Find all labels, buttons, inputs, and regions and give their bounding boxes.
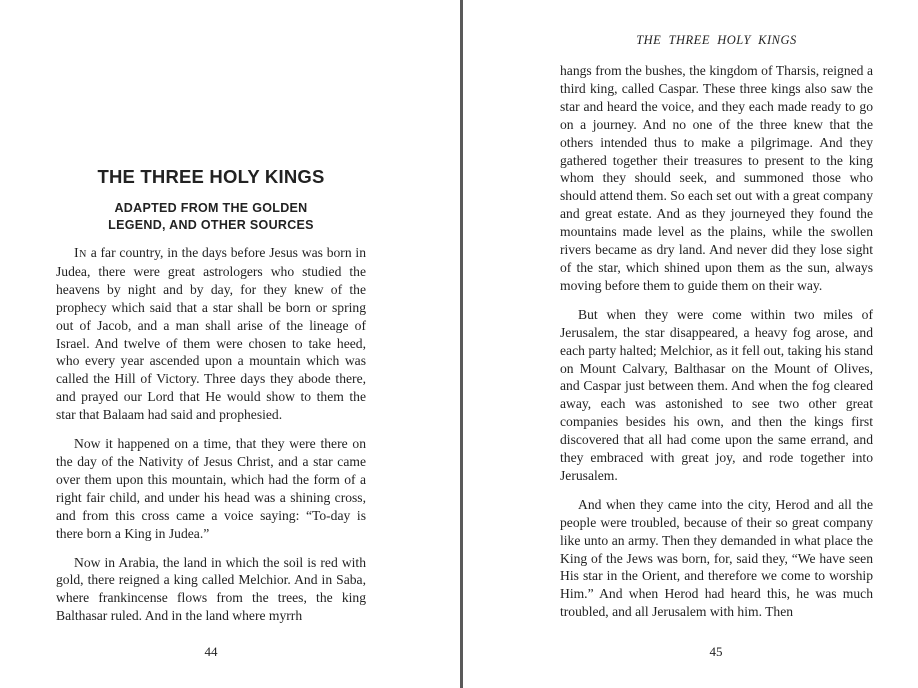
opening-small-caps: In — [74, 246, 87, 261]
right-page — [463, 0, 918, 688]
page-number: 44 — [204, 644, 218, 659]
right-body-text — [560, 62, 873, 632]
paragraph: Now it happened on a time, that they were there on the day of the Nativity of Jesus Christ, and a star came over them upon this mountain, which had the form of a right fair child, and under his head was a shining cross, and from this cross came a voice saying: “To-day is there born a King in Judea.” — [56, 436, 366, 541]
page-number: 45 — [709, 644, 723, 659]
paragraph: Now in Arabia, the land in which the soil is red with gold, there reigned a king called Melchior. And in Saba, where frankincense flows from the trees, the king Balthasar ruled. And in the land where myrrh — [56, 554, 366, 624]
subtitle-line-2: LEGEND, AND OTHER SOURCES — [108, 218, 314, 232]
paragraph: But when they were come within two miles of Jerusalem, the star disappeared, a heavy fog arose, and each party halted; Melchior, as it fell out, taking his stand on Mount Calvary, Balthasar on the Mount of Olives, and Caspar just between them. And when the fog cleared away, each was astonished to see two other great companies besides his own, and then the kings first discovered that all had come upon the same errand, and they embraced with great joy, and rode together into Jerusalem. — [560, 306, 873, 483]
subtitle-line-1: ADAPTED FROM THE GOLDEN — [114, 201, 308, 215]
paragraph: And when they came into the city, Herod and all the people were troubled, because of their so great company like unto an army. Then they demanded in what place the King of the Jews was born, for, said they, “We have seen His star in the Orient, and therefore we come to worship Him.” And when Herod had heard this, he was much troubled, and all Jerusalem with him. Then — [560, 496, 873, 620]
running-head: THE THREE HOLY KINGS — [636, 33, 797, 47]
chapter-title: THE THREE HOLY KINGS — [97, 166, 325, 187]
left-body-text — [56, 244, 366, 636]
paragraph — [56, 244, 366, 424]
paragraph: hangs from the bushes, the kingdom of Tharsis, reigned a third king, called Caspar. These three kings also saw the star and heard the voice, and they each made ready to go on a journey. And no one of the three knew that the others intended thus to make a pilgrimage. And they gathered together their treasures to present to the king whom they should seek, and summoned those who should attend them. So each set out with a great company and great estate. And as they journeyed they found the mountains made level as the plains, while the swollen rivers became as dry land. And never did they lose sight of the star, which shined upon them as the sun, always moving before them to guide them on their way. — [560, 63, 873, 293]
chapter-subtitle — [56, 200, 366, 234]
paragraph-text: a far country, in the days before Jesus was born in Judea, there were great astrologers who studied the heavens by night and by day, for they knew of the prophecy which said that a star shall be born or spring out of Jacob, and a man shall arise of the lineage of Israel. And twelve of them were chosen to take heed, who every year ascended upon a mountain which was called the Hill of Victory. Three days they abode there, and prayed our Lord that He would show to them the star that Balaam had said and prophesied. — [56, 245, 366, 423]
